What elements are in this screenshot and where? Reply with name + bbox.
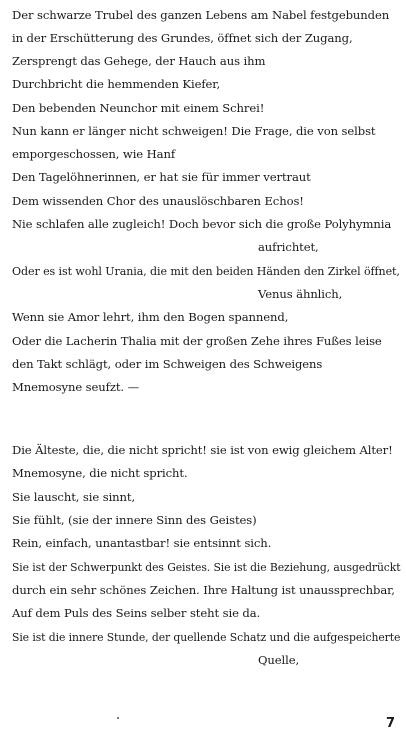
- poem-line: Nie schlafen alle zugleich! Doch bevor sich die große Polyhymnia: [12, 217, 392, 231]
- poem-line: Den bebenden Neunchor mit einem Schrei!: [12, 101, 265, 115]
- poem-line: durch ein sehr schönes Zeichen. Ihre Haltung ist unaussprechbar,: [12, 583, 395, 597]
- poem-line: Mnemosyne seufzt. —: [12, 380, 140, 394]
- poem-line: Die Älteste, die, die nicht spricht! sie ist von ewig gleichem Alter!: [12, 443, 393, 457]
- poem-line: Sie ist die innere Stunde, der quellende Schatz und die aufgespeicherte: [12, 630, 401, 644]
- poem-line: emporgeschossen, wie Hanf: [12, 147, 176, 161]
- poem-line: Der schwarze Trubel des ganzen Lebens am Nabel festgebunden: [12, 8, 390, 22]
- poem-line: Dem wissenden Chor des unauslöschbaren Echos!: [12, 194, 304, 208]
- poem-line: Wenn sie Amor lehrt, ihm den Bogen spannend,: [12, 310, 289, 324]
- poem-line-continuation: Quelle,: [258, 653, 300, 667]
- poem-line: Nun kann er länger nicht schweigen! Die Frage, die von selbst: [12, 124, 376, 138]
- poem-line: Oder es ist wohl Urania, die mit den beiden Händen den Zirkel öffnet,: [12, 264, 400, 278]
- poem-line: Den Tagelöhnerinnen, er hat sie für immer vertraut: [12, 170, 311, 184]
- poem-line: Oder die Lacherin Thalia mit der großen Zehe ihres Fußes leise: [12, 334, 382, 348]
- poem-line: Sie fühlt, (sie der innere Sinn des Geistes): [12, 513, 257, 527]
- poem-line-continuation: Venus ähnlich,: [258, 287, 343, 301]
- poem-line-continuation: aufrichtet,: [258, 240, 319, 254]
- poem-line: Auf dem Puls des Seins selber steht sie da.: [12, 606, 261, 620]
- page-number: 7: [386, 716, 396, 731]
- poem-line: Zersprengt das Gehege, der Hauch aus ihm: [12, 54, 266, 68]
- poem-line: Rein, einfach, unantastbar! sie entsinnt sich.: [12, 536, 272, 550]
- paper-speck: [117, 717, 119, 719]
- poem-line: Mnemosyne, die nicht spricht.: [12, 466, 188, 480]
- poem-line: Sie lauscht, sie sinnt,: [12, 490, 136, 504]
- poem-line: den Takt schlägt, oder im Schweigen des Schweigens: [12, 357, 323, 371]
- poem-line: in der Erschütterung des Grundes, öffnet sich der Zugang,: [12, 31, 353, 45]
- poem-line: Sie ist der Schwerpunkt des Geistes. Sie ist die Beziehung, ausgedrückt: [12, 560, 401, 574]
- poem-line: Durchbricht die hemmenden Kiefer,: [12, 77, 221, 91]
